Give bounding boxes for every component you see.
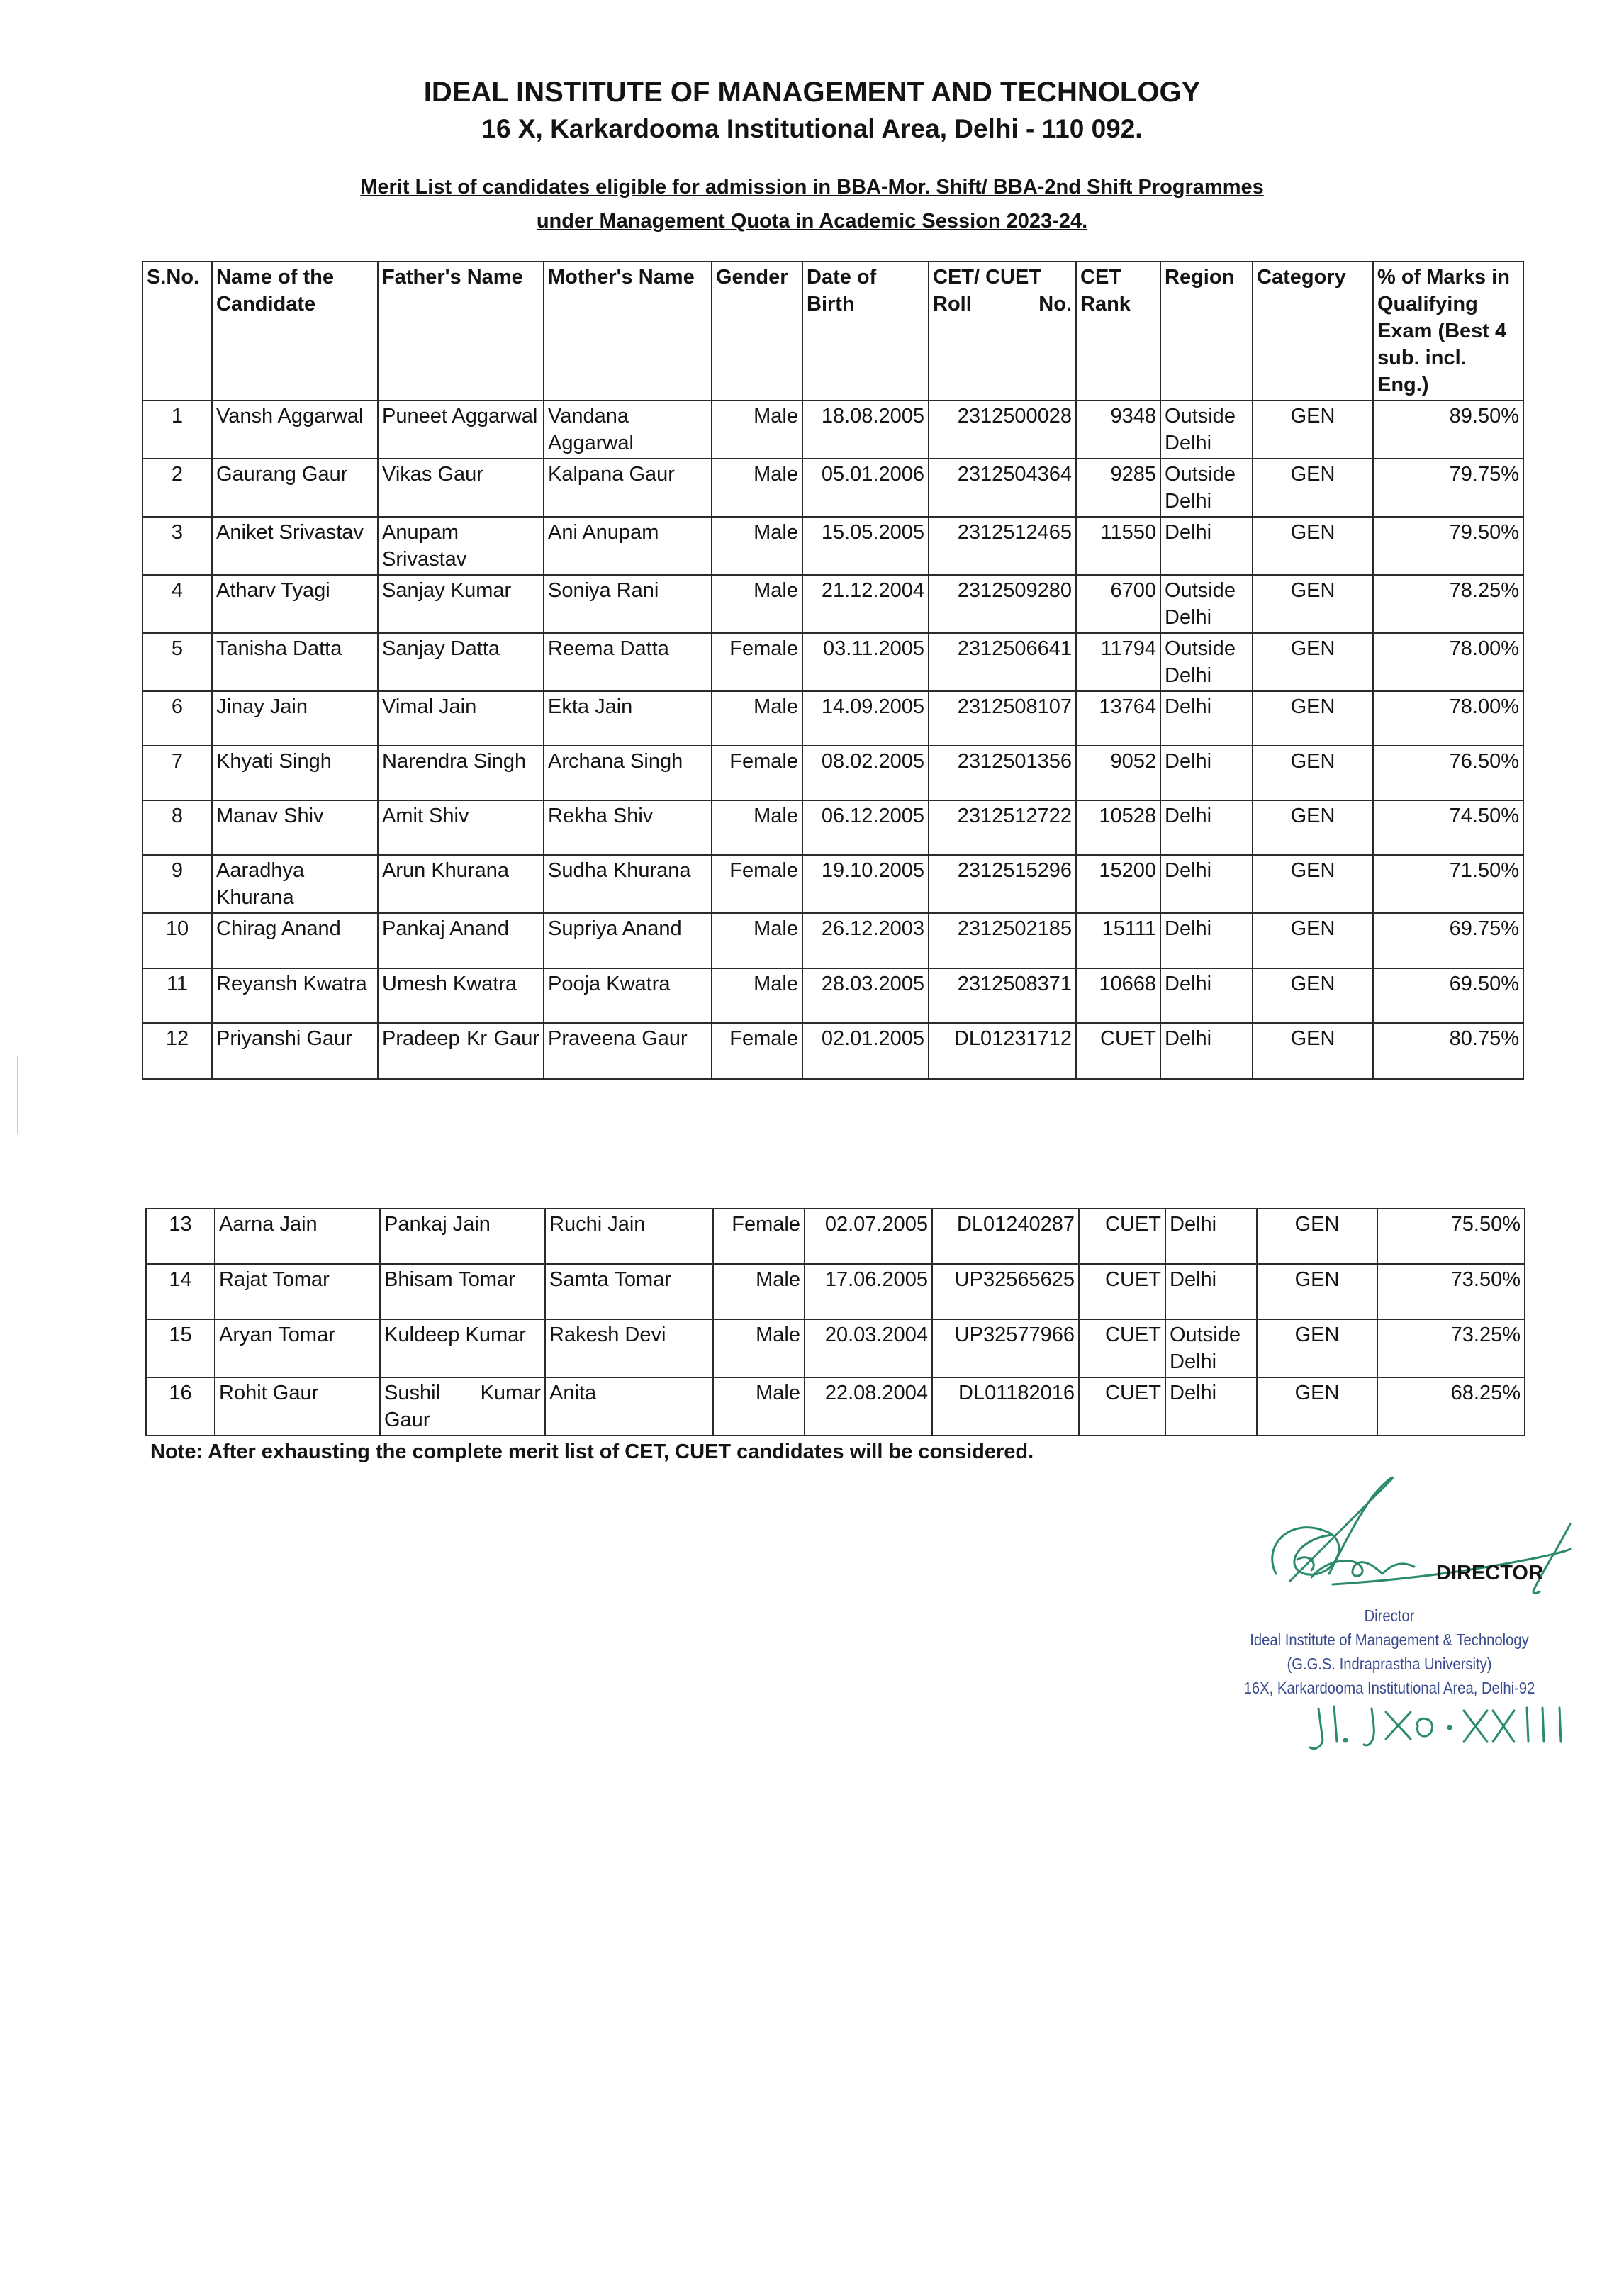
cell-region: Delhi <box>1160 691 1253 746</box>
cell-roll: UP32565625 <box>932 1264 1079 1319</box>
cell-region: Delhi <box>1160 855 1253 913</box>
cell-category: GEN <box>1253 800 1373 855</box>
cell-sno: 6 <box>142 691 212 746</box>
institute-name: IDEAL INSTITUTE OF MANAGEMENT AND TECHNOLOGY <box>423 77 1201 108</box>
cell-marks: 89.50% <box>1373 401 1523 459</box>
cell-father: Pradeep Kr Gaur <box>378 1023 544 1079</box>
cell-roll: UP32577966 <box>932 1319 1079 1377</box>
cell-marks: 79.75% <box>1373 459 1523 517</box>
cell-name: Aarna Jain <box>215 1209 380 1264</box>
cell-rank: 10528 <box>1076 800 1160 855</box>
cell-father: Umesh Kwatra <box>378 968 544 1023</box>
cell-gender: Male <box>713 1264 805 1319</box>
cell-name: Gaurang Gaur <box>212 459 378 517</box>
cell-sno: 5 <box>142 633 212 691</box>
column-header-sno: S.No. <box>142 262 212 401</box>
cell-dob: 02.07.2005 <box>805 1209 932 1264</box>
cell-name: Khyati Singh <box>212 746 378 800</box>
cell-sno: 9 <box>142 855 212 913</box>
cell-category: GEN <box>1253 855 1373 913</box>
cell-dob: 14.09.2005 <box>802 691 929 746</box>
cell-name: Tanisha Datta <box>212 633 378 691</box>
cell-region: Delhi <box>1165 1377 1257 1436</box>
cell-sno: 16 <box>146 1377 215 1436</box>
cell-category: GEN <box>1253 968 1373 1023</box>
cell-sno: 4 <box>142 575 212 633</box>
cell-region: Delhi <box>1165 1264 1257 1319</box>
cell-marks: 76.50% <box>1373 746 1523 800</box>
cell-gender: Male <box>713 1377 805 1436</box>
cell-marks: 68.25% <box>1377 1377 1525 1436</box>
cell-roll: DL01182016 <box>932 1377 1079 1436</box>
cell-gender: Male <box>712 691 802 746</box>
table-row <box>142 575 1523 633</box>
cell-rank: CUET <box>1079 1209 1165 1264</box>
merit-table-part-1 <box>142 261 1524 1080</box>
cell-roll: 2312508107 <box>929 691 1076 746</box>
cell-dob: 28.03.2005 <box>802 968 929 1023</box>
cell-category: GEN <box>1253 459 1373 517</box>
cell-father: Pankaj Jain <box>380 1209 545 1264</box>
cell-roll: 2312512722 <box>929 800 1076 855</box>
cell-marks: 78.25% <box>1373 575 1523 633</box>
cell-roll: 2312515296 <box>929 855 1076 913</box>
cell-rank: 9348 <box>1076 401 1160 459</box>
cell-mother: Sudha Khurana <box>544 855 712 913</box>
cell-region: Outside Delhi <box>1165 1319 1257 1377</box>
cell-roll: 2312509280 <box>929 575 1076 633</box>
cell-dob: 08.02.2005 <box>802 746 929 800</box>
cell-mother: Reema Datta <box>544 633 712 691</box>
cell-mother: Vandana Aggarwal <box>544 401 712 459</box>
cell-dob: 03.11.2005 <box>802 633 929 691</box>
director-stamp <box>1227 1604 1552 1700</box>
table-row <box>142 800 1523 855</box>
cell-gender: Male <box>712 575 802 633</box>
table-row <box>146 1209 1525 1264</box>
cell-roll: 2312504364 <box>929 459 1076 517</box>
cell-name: Aaradhya Khurana <box>212 855 378 913</box>
cell-name: Rajat Tomar <box>215 1264 380 1319</box>
cell-dob: 02.01.2005 <box>802 1023 929 1079</box>
cell-category: GEN <box>1257 1319 1377 1377</box>
cell-father: Bhisam Tomar <box>380 1264 545 1319</box>
cell-marks: 78.00% <box>1373 691 1523 746</box>
cell-gender: Male <box>712 459 802 517</box>
cell-category: GEN <box>1253 746 1373 800</box>
cell-father: Pankaj Anand <box>378 913 544 968</box>
cell-dob: 06.12.2005 <box>802 800 929 855</box>
cell-father: Narendra Singh <box>378 746 544 800</box>
column-header-rank: CET Rank <box>1076 262 1160 401</box>
column-header-category: Category <box>1253 262 1373 401</box>
cell-category: GEN <box>1253 913 1373 968</box>
cell-category: GEN <box>1253 691 1373 746</box>
cell-roll: 2312508371 <box>929 968 1076 1023</box>
table-row <box>142 746 1523 800</box>
cell-mother: Pooja Kwatra <box>544 968 712 1023</box>
cell-name: Priyanshi Gaur <box>212 1023 378 1079</box>
cell-gender: Male <box>712 401 802 459</box>
cell-marks: 69.75% <box>1373 913 1523 968</box>
cell-father: Sushil Kumar Gaur <box>380 1377 545 1436</box>
cell-gender: Male <box>712 800 802 855</box>
cell-dob: 19.10.2005 <box>802 855 929 913</box>
cell-region: Outside Delhi <box>1160 575 1253 633</box>
column-header-dob: Date of Birth <box>802 262 929 401</box>
cell-gender: Female <box>712 855 802 913</box>
cell-rank: 6700 <box>1076 575 1160 633</box>
cell-father: Vimal Jain <box>378 691 544 746</box>
table-header-row <box>142 262 1523 401</box>
cell-marks: 69.50% <box>1373 968 1523 1023</box>
merit-note: Note: After exhausting the complete merit list of CET, CUET candidates will be considered. <box>150 1440 1034 1463</box>
cell-sno: 11 <box>142 968 212 1023</box>
cell-marks: 73.25% <box>1377 1319 1525 1377</box>
list-subtitle-line-1: Merit List of candidates eligible for admission in BBA-Mor. Shift/ BBA-2nd Shift Programmes <box>360 176 1264 198</box>
cell-marks: 75.50% <box>1377 1209 1525 1264</box>
column-header-name: Name of the Candidate <box>212 262 378 401</box>
table-row <box>142 913 1523 968</box>
cell-dob: 26.12.2003 <box>802 913 929 968</box>
table-row <box>146 1264 1525 1319</box>
cell-category: GEN <box>1253 517 1373 575</box>
merit-table-part-2 <box>145 1208 1525 1436</box>
cell-marks: 78.00% <box>1373 633 1523 691</box>
cell-rank: 15111 <box>1076 913 1160 968</box>
cell-sno: 3 <box>142 517 212 575</box>
cell-rank: 10668 <box>1076 968 1160 1023</box>
cell-sno: 1 <box>142 401 212 459</box>
cell-roll: 2312506641 <box>929 633 1076 691</box>
cell-father: Vikas Gaur <box>378 459 544 517</box>
cell-mother: Archana Singh <box>544 746 712 800</box>
cell-rank: 9285 <box>1076 459 1160 517</box>
cell-rank: 15200 <box>1076 855 1160 913</box>
cell-dob: 18.08.2005 <box>802 401 929 459</box>
cell-name: Vansh Aggarwal <box>212 401 378 459</box>
director-signature <box>1248 1467 1616 1609</box>
cell-rank: 13764 <box>1076 691 1160 746</box>
table-row <box>142 1023 1523 1079</box>
cell-name: Rohit Gaur <box>215 1377 380 1436</box>
cell-category: GEN <box>1253 633 1373 691</box>
institute-address: 16 X, Karkardooma Institutional Area, Delhi - 110 092. <box>481 114 1143 143</box>
cell-name: Atharv Tyagi <box>212 575 378 633</box>
cell-sno: 14 <box>146 1264 215 1319</box>
column-header-marks: % of Marks in Qualifying Exam (Best 4 sub. incl. Eng.) <box>1373 262 1523 401</box>
table-row <box>142 459 1523 517</box>
table-row <box>142 691 1523 746</box>
column-header-father: Father's Name <box>378 262 544 401</box>
cell-mother: Soniya Rani <box>544 575 712 633</box>
cell-gender: Male <box>712 913 802 968</box>
cell-dob: 20.03.2004 <box>805 1319 932 1377</box>
cell-sno: 10 <box>142 913 212 968</box>
cell-marks: 71.50% <box>1373 855 1523 913</box>
column-header-gender: Gender <box>712 262 802 401</box>
cell-roll: 2312501356 <box>929 746 1076 800</box>
table-row <box>142 968 1523 1023</box>
cell-sno: 7 <box>142 746 212 800</box>
cell-marks: 80.75% <box>1373 1023 1523 1079</box>
cell-category: GEN <box>1253 401 1373 459</box>
cell-father: Arun Khurana <box>378 855 544 913</box>
cell-roll: 2312502185 <box>929 913 1076 968</box>
cell-mother: Kalpana Gaur <box>544 459 712 517</box>
cell-roll: DL01231712 <box>929 1023 1076 1079</box>
cell-dob: 17.06.2005 <box>805 1264 932 1319</box>
cell-rank: 11550 <box>1076 517 1160 575</box>
director-label: DIRECTOR <box>1436 1562 1543 1584</box>
cell-rank: 9052 <box>1076 746 1160 800</box>
handwritten-date <box>1304 1698 1602 1755</box>
cell-rank: CUET <box>1076 1023 1160 1079</box>
cell-mother: Ekta Jain <box>544 691 712 746</box>
table-row <box>142 401 1523 459</box>
cell-gender: Female <box>712 633 802 691</box>
cell-sno: 2 <box>142 459 212 517</box>
cell-father: Anupam Srivastav <box>378 517 544 575</box>
table-row <box>142 855 1523 913</box>
cell-region: Outside Delhi <box>1160 401 1253 459</box>
cell-region: Delhi <box>1160 1023 1253 1079</box>
cell-name: Aniket Srivastav <box>212 517 378 575</box>
cell-name: Reyansh Kwatra <box>212 968 378 1023</box>
table-row <box>142 633 1523 691</box>
cell-father: Sanjay Kumar <box>378 575 544 633</box>
cell-category: GEN <box>1253 575 1373 633</box>
cell-rank: CUET <box>1079 1319 1165 1377</box>
cell-gender: Male <box>712 517 802 575</box>
cell-mother: Samta Tomar <box>545 1264 713 1319</box>
cell-mother: Rakesh Devi <box>545 1319 713 1377</box>
cell-rank: CUET <box>1079 1377 1165 1436</box>
cell-region: Delhi <box>1160 746 1253 800</box>
cell-rank: CUET <box>1079 1264 1165 1319</box>
cell-region: Outside Delhi <box>1160 459 1253 517</box>
stamp-line-4: 16X, Karkardooma Institutional Area, Delhi-92 <box>1243 1679 1535 1697</box>
cell-mother: Supriya Anand <box>544 913 712 968</box>
cell-gender: Female <box>712 746 802 800</box>
cell-father: Puneet Aggarwal <box>378 401 544 459</box>
cell-marks: 74.50% <box>1373 800 1523 855</box>
cell-gender: Male <box>713 1319 805 1377</box>
cell-region: Delhi <box>1160 968 1253 1023</box>
column-header-roll: CET/ CUET Roll No. <box>929 262 1076 401</box>
cell-region: Delhi <box>1160 800 1253 855</box>
stamp-line-3: (G.G.S. Indraprastha University) <box>1287 1655 1492 1673</box>
cell-dob: 21.12.2004 <box>802 575 929 633</box>
cell-gender: Female <box>712 1023 802 1079</box>
cell-roll: 2312512465 <box>929 517 1076 575</box>
cell-sno: 15 <box>146 1319 215 1377</box>
cell-region: Delhi <box>1160 913 1253 968</box>
cell-region: Outside Delhi <box>1160 633 1253 691</box>
cell-region: Delhi <box>1165 1209 1257 1264</box>
cell-name: Manav Shiv <box>212 800 378 855</box>
cell-father: Kuldeep Kumar <box>380 1319 545 1377</box>
table-row <box>146 1319 1525 1377</box>
cell-gender: Male <box>712 968 802 1023</box>
cell-category: GEN <box>1257 1264 1377 1319</box>
cell-mother: Anita <box>545 1377 713 1436</box>
cell-roll: 2312500028 <box>929 401 1076 459</box>
cell-mother: Ruchi Jain <box>545 1209 713 1264</box>
table-row <box>146 1377 1525 1436</box>
cell-rank: 11794 <box>1076 633 1160 691</box>
cell-category: GEN <box>1257 1209 1377 1264</box>
table-row <box>142 517 1523 575</box>
cell-name: Aryan Tomar <box>215 1319 380 1377</box>
cell-dob: 15.05.2005 <box>802 517 929 575</box>
list-subtitle-line-2: under Management Quota in Academic Session 2023-24. <box>536 210 1088 233</box>
column-header-region: Region <box>1160 262 1253 401</box>
cell-marks: 73.50% <box>1377 1264 1525 1319</box>
cell-region: Delhi <box>1160 517 1253 575</box>
column-header-mother: Mother's Name <box>544 262 712 401</box>
cell-sno: 13 <box>146 1209 215 1264</box>
cell-mother: Praveena Gaur <box>544 1023 712 1079</box>
cell-sno: 8 <box>142 800 212 855</box>
cell-gender: Female <box>713 1209 805 1264</box>
stamp-line-1: Director <box>1364 1606 1415 1625</box>
cell-mother: Rekha Shiv <box>544 800 712 855</box>
cell-mother: Ani Anupam <box>544 517 712 575</box>
stamp-line-2: Ideal Institute of Management & Technology <box>1250 1630 1529 1649</box>
cell-category: GEN <box>1257 1377 1377 1436</box>
scan-edge-mark <box>17 1056 18 1134</box>
cell-marks: 79.50% <box>1373 517 1523 575</box>
cell-dob: 05.01.2006 <box>802 459 929 517</box>
cell-father: Amit Shiv <box>378 800 544 855</box>
cell-name: Chirag Anand <box>212 913 378 968</box>
cell-roll: DL01240287 <box>932 1209 1079 1264</box>
cell-sno: 12 <box>142 1023 212 1079</box>
cell-father: Sanjay Datta <box>378 633 544 691</box>
cell-name: Jinay Jain <box>212 691 378 746</box>
cell-category: GEN <box>1253 1023 1373 1079</box>
cell-dob: 22.08.2004 <box>805 1377 932 1436</box>
